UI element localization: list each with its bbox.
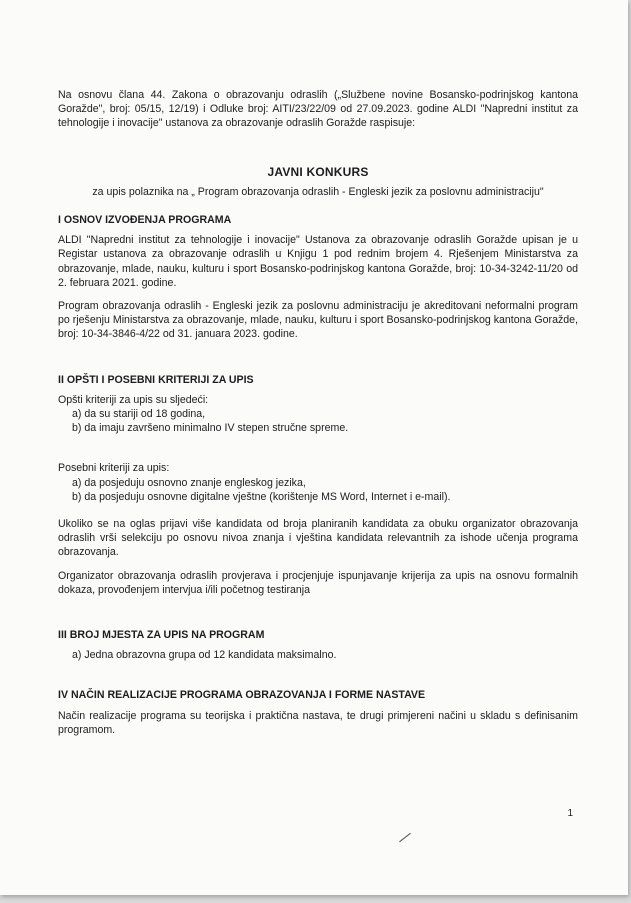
section-1-paragraph-2: Program obrazovanja odraslih - Engleski jezik za poslovnu administraciju je akreditovani neformalni program po rješenju Ministarstva za obrazovanje, mlade, nauku, kulturu i sport Bosansko-podrinjskog kantona Goražde, broj: 10-34-3846-4/22 od 31. januara 2023. godine. bbox=[58, 300, 578, 341]
intro-paragraph: Na osnovu člana 44. Zakona o obrazovanju odraslih („Službene novine Bosansko-podrinjskog kantona Goražde", broj: 05/15, 12/19) i Odluke broj: AITI/23/22/09 od 27.09.2023. godine ALDI "Napredni institut za tehnologije i inovacije" ustanova za obrazovanje odraslih Goražde raspisuje: bbox=[58, 89, 578, 130]
section-4-paragraph-1: Način realizacije programa su teorijska i praktična nastava, te drugi primjereni načini u skladu s definisanim programom. bbox=[58, 709, 578, 736]
section-3-heading: III BROJ MJESTA ZA UPIS NA PROGRAM bbox=[58, 629, 265, 642]
document-title: JAVNI KONKURS bbox=[267, 164, 369, 179]
special-criteria-label: Posebni kriteriji za upis: bbox=[58, 462, 170, 475]
special-criteria-list bbox=[72, 476, 578, 504]
section-2-paragraph-1: Ukoliko se na oglas prijavi više kandidata od broja planiranih kandidata za obuku organizator obrazovanja odraslih vrši selekciju po osnovu nivoa znanja i vještina kandidata relevantnih za ishode učenja programa obrazovanja. bbox=[58, 518, 578, 559]
document-subtitle: za upis polaznika na „ Program obrazovanja odraslih - Engleski jezik za poslovnu administraciju" bbox=[92, 185, 544, 198]
list-item: b) da imaju završeno minimalno IV stepen stručne spreme. bbox=[72, 422, 349, 435]
section-4-heading: IV NAČIN REALIZACIJE PROGRAMA OBRAZOVANJA I FORME NASTAVE bbox=[58, 689, 426, 702]
general-criteria-label: Opšti kriteriji za upis su sljedeći: bbox=[58, 393, 209, 406]
section-1-paragraph-1: ALDI "Napredni institut za tehnologije i inovacije" Ustanova za obrazovanje odraslih Goražde upisan je u Registar ustanova za obrazovanje odraslih u Knjigu 1 pod rednim brojem 4. Rješenjem Ministarstva za obrazovanje, mlade, nauku, kulturu i sport Bosansko-podrinjskog kantona Goražde, broj: 10-34-3242-11/20 od 2. februara 2021. godine. bbox=[58, 234, 578, 289]
section-2-paragraph-2: Organizator obrazovanja odraslih provjerava i procjenjuje ispunjavanje krijerija za upis na osnovu formalnih dokaza, provođenjem intervjua i/ili početnog testiranja bbox=[58, 569, 578, 596]
general-criteria-list bbox=[72, 407, 578, 435]
places-list bbox=[72, 648, 578, 662]
document-body bbox=[58, 88, 578, 746]
list-item: b) da posjeduju osnovne digitalne vještne (korištenje MS Word, Internet i e-mail). bbox=[72, 490, 451, 503]
list-item: a) Jedna obrazovna grupa od 12 kandidata maksimalno. bbox=[72, 649, 337, 662]
section-1-heading: I OSNOV IZVOĐENJA PROGRAMA bbox=[58, 214, 232, 227]
section-2-heading: II OPŠTI I POSEBNI KRITERIJI ZA UPIS bbox=[58, 373, 254, 386]
list-item: a) da posjeduju osnovno znanje engleskog jezika, bbox=[72, 476, 306, 489]
list-item: a) da su stariji od 18 godina, bbox=[72, 408, 206, 421]
page-number: 1 bbox=[567, 808, 573, 819]
pen-mark bbox=[399, 833, 411, 842]
